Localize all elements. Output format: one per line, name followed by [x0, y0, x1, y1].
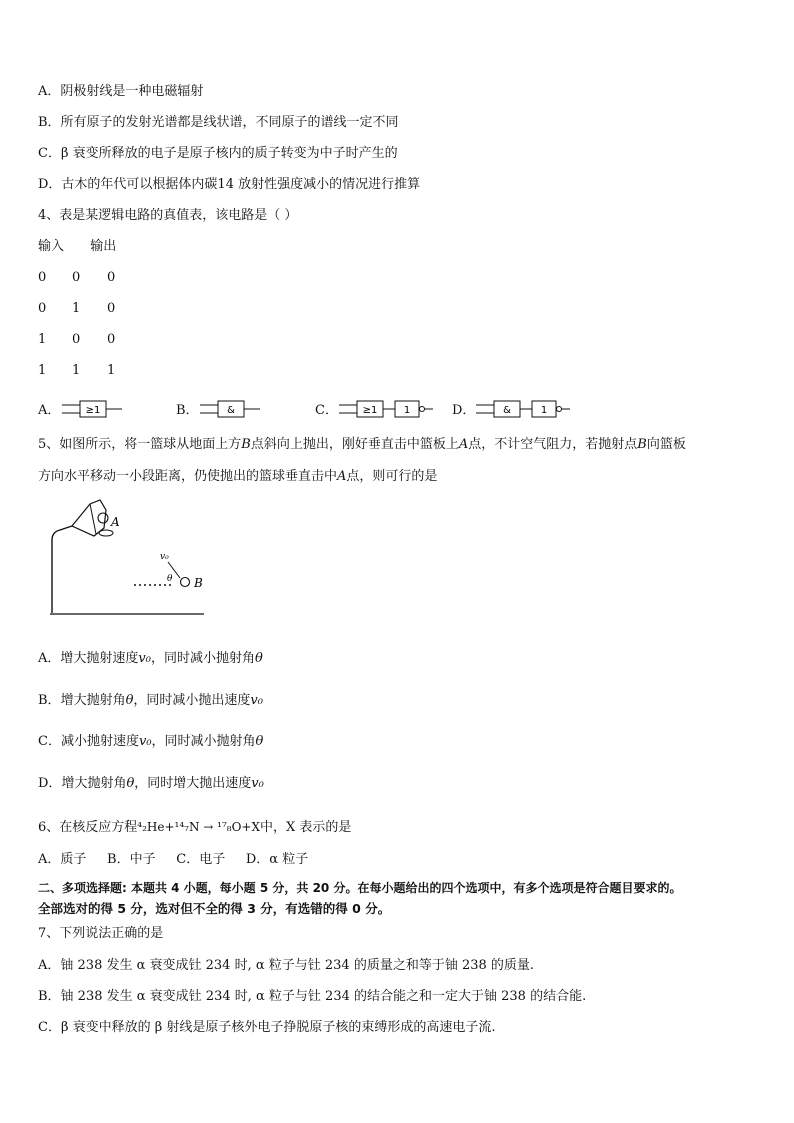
svg-text:A: A [111, 515, 120, 529]
q7-stem: 7、下列说法正确的是 [38, 926, 164, 941]
q3-option-d: D．古木的年代可以根据体内碳14 放射性强度减小的情况进行推算 [38, 177, 421, 192]
basketball-figure [44, 496, 214, 620]
svg-text:B: B [194, 576, 203, 590]
q6-stem: 6、在核反应方程⁴₂He+¹⁴₇N → ¹⁷₈O+X中，X 表示的是 [38, 820, 352, 835]
q3-option-a: A．阴极射线是一种电磁辐射 [38, 84, 204, 99]
q3-option-b: B．所有原子的发射光谱都是线状谱，不同原子的谱线一定不同 [38, 115, 399, 130]
nor-gate-icon [339, 398, 444, 420]
or-gate-icon [62, 398, 132, 420]
svg-text:&: & [503, 405, 511, 416]
q5-stem-line1: 5、如图所示，将一篮球从地面上方B点斜向上抛出，刚好垂直击中篮板上A点，不计空气阻力，若抛射点B向篮板 [38, 437, 686, 452]
q6-options: A．质子 B．中子 C．电子 D．α 粒子 [38, 852, 309, 867]
svg-text:v₀: v₀ [160, 552, 169, 562]
nuclear-equation: ⁴₂He+¹⁴₇N → ¹⁷₈O+X [137, 820, 261, 834]
header-output: 输出 [90, 239, 117, 254]
q5-option-d: D．增大抛射角θ，同时增大抛出速度v₀ [38, 776, 264, 791]
svg-text:≥1: ≥1 [362, 405, 378, 416]
q4-option-a: A． ≥1 [38, 398, 158, 420]
q4-stem: 4、表是某逻辑电路的真值表，该电路是（ ） [38, 208, 298, 223]
svg-text:1: 1 [540, 405, 548, 416]
and-gate-icon [200, 398, 270, 420]
q4-option-c: C． ≥1 1 [315, 398, 445, 420]
q3-option-c: C．β 衰变所释放的电子是原子核内的质子转变为中子时产生的 [38, 146, 398, 161]
q4-option-b: B． & [176, 398, 296, 420]
q4-option-d: D． & 1 [452, 398, 582, 420]
truth-table-header [38, 238, 116, 256]
section2-heading-line1: 二、多项选择题: 本题共 4 小题，每小题 5 分，共 20 分。在每小题给出的四个选项中，有多个选项是符合题目要求的。 [38, 881, 682, 895]
svg-text:θ: θ [167, 574, 173, 584]
q7-option-b: B．铀 238 发生 α 衰变成钍 234 时, α 粒子与钍 234 的结合能之和一定大于铀 238 的结合能. [38, 989, 587, 1004]
header-input: 输入 [38, 239, 65, 254]
svg-text:&: & [227, 405, 235, 416]
q5-option-a: A．增大抛射速度v₀，同时减小抛射角θ [38, 651, 263, 666]
section2-heading-line2: 全部选对的得 5 分，选对但不全的得 3 分，有选错的得 0 分。 [38, 901, 391, 916]
svg-text:≥1: ≥1 [85, 405, 101, 416]
nand-gate-icon [476, 398, 581, 420]
svg-text:1: 1 [403, 405, 411, 416]
q7-option-a: A．铀 238 发生 α 衰变成钍 234 时, α 粒子与钍 234 的质量之和等于铀 238 的质量. [38, 958, 535, 973]
q5-option-b: B．增大抛射角θ，同时减小抛出速度v₀ [38, 693, 263, 708]
q5-stem-line2: 方向水平移动一小段距离，仍使抛出的篮球垂直击中A点，则可行的是 [38, 469, 438, 484]
q7-option-c: C．β 衰变中释放的 β 射线是原子核外电子挣脱原子核的束缚形成的高速电子流. [38, 1020, 496, 1035]
q5-option-c: C．减小抛射速度v₀，同时减小抛射角θ [38, 734, 264, 749]
